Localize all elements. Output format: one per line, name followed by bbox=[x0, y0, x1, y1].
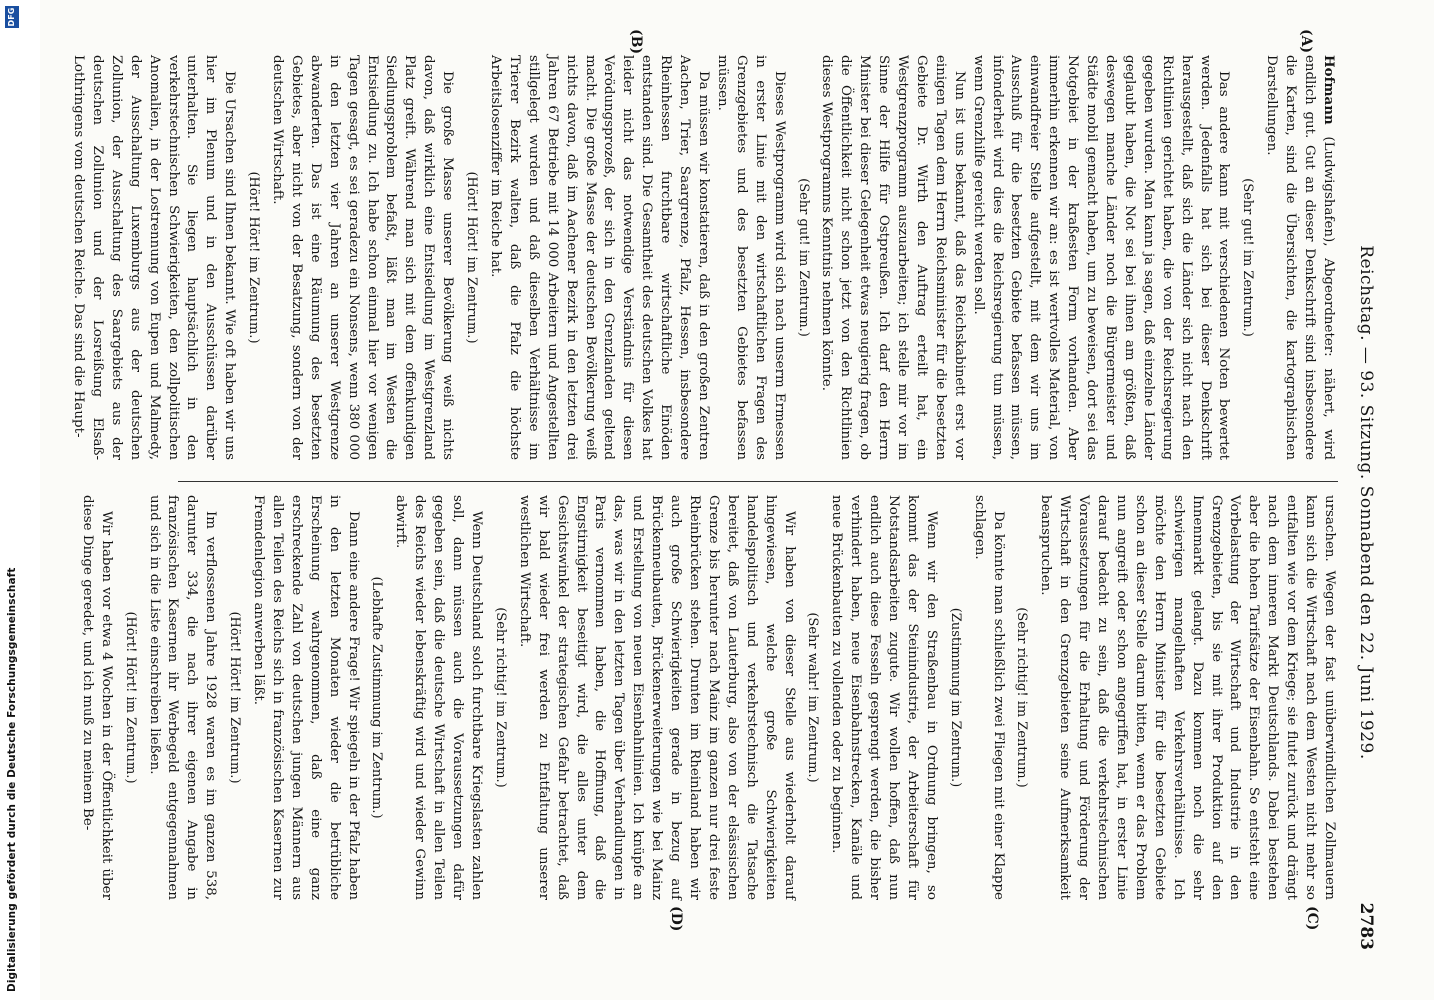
margin-letter-d: (D) bbox=[668, 906, 684, 932]
header-title: Reichstag. — 93. Sitzung. Sonnabend den 22. Juni 1929. bbox=[1356, 245, 1376, 760]
interjection: (Sehr richtig! im Zentrum.) bbox=[492, 607, 508, 788]
paragraph: ursachen. Wegen der fast unüberwindlichen Zollmauern kann sich die Wirtschaft nach dem Westen nicht mehr so entfalten wie vor dem Kriege; sie flutet zurück und drängt nach dem inneren Markt Deutschlands. Dabei bestehen aber die hohen Tarifsätze der Eisenbahn. So entsteht eine Vorbelastung der Wirtschaft und Industrie in den Grenzgebieten, bis sie mit ihrer Produktion auf den Innenmarkt gelangt. Dazu kommen noch die sehr schwierigen mangelhaften Verkehrsverhältnisse. Ich möchte den Herrn Minister für die besetzten Gebiete schon an dieser Stelle darum bitten, wenn er das Problem nun angreift oder schon angegriffen hat, in erster Linie darauf bedacht zu sein, daß die verkehrstechnischen Voraussetzungen für die Erhaltung und Förderung der Wirtschaft in den Grenzgebieten seine Aufmerksamkeit beanspruchen. bbox=[1038, 495, 1337, 900]
interjection: (Sehr wahr! im Zentrum.) bbox=[805, 612, 821, 783]
margin-letter-a: (A) bbox=[1298, 29, 1314, 54]
interjection: (Zustimmung im Zentrum.) bbox=[947, 607, 963, 788]
interjection: (Sehr gut! im Zentrum.) bbox=[1240, 178, 1256, 337]
right-column bbox=[79, 495, 1338, 900]
paragraph: Wenn Deutschland solch furchtbare Kriegslasten zahlen soll, dann müssen auch die Voraussetzungen dafür gegeben sein, daß die deutsche Wirtschaft in allen Teilen des Reichs wieder lebenskräftig wird und wieder Gewinn abwirft. bbox=[393, 495, 485, 900]
interjection: (Sehr richtig! im Zentrum.) bbox=[1014, 607, 1030, 788]
paragraph: Wir haben vor etwa 4 Wochen in der Öffentlichkeit über diese Dinge geredet, und ich muß zu meinem Be- bbox=[79, 495, 114, 900]
paragraph bbox=[1261, 55, 1338, 460]
paragraph: Das andere kann mit verschiedenen Noten bewertet werden. Jedenfalls hat sich bei dieser Denkschrift herausgestellt, daß sich die Länder sich nicht nach den Richtlinien gerichtet haben, die von der Reichsregierung gegeben wurden. Man kann ja sagen, daß einzelne Länder geglaubt haben, die Not sei bei ihnen am größten, daß deswegen manche Länder noch die Bürgermeister und Städte mobil gemacht haben, um zu beweisen, dort sei das Notgebiet in der kraßesten Form vorhanden. Aber immerhin erkennen wir an: es ist wertvolles Material, von einwandfreier Stelle aufgestellt, mit dem wir uns im Ausschuß für die besetzten Gebiete befassen müssen, infonderheit wird dies die Reichsregierung tun müssen, wenn Grenzhilfe gereicht werden soll. bbox=[970, 55, 1232, 460]
interjection: (Hört! Hört! im Zentrum.) bbox=[227, 611, 243, 784]
paragraph-text: nähert, wird endlich gut. Gut an dieser Denkschrift sind insbesondere die Karten, sind die Übersichten, die kartographischen Darstellungen. bbox=[1264, 55, 1336, 461]
speaker-info: (Ludwigshafen), Abgeordneter: bbox=[1321, 136, 1336, 357]
rotated-page-content bbox=[71, 29, 1384, 950]
paragraph: Nun ist uns bekannt, daß das Reichskabinett erst vor einigen Tagen dem Herrn Reichsminister für die besetzten Gebiete Dr. Wirth den Auftrag erteilt hat, ein Westgrenzprogramm auszuarbeiten; ich stelle mir vor im Sinne der Hilfe für Ostpreußen. Ich darf den Herrn Minister bei dieser Gelegenheit etwas neugierig fragen, ob die Öffentlichkeit nicht schon jetzt von den Richtlinien dieses Westprogramms Kenntnis nehmen könnte. bbox=[819, 55, 967, 460]
margin-letter-b: (B) bbox=[628, 29, 644, 55]
scanned-page bbox=[40, 0, 1434, 1000]
interjection: (Hört! Hört! im Zentrum.) bbox=[464, 171, 480, 344]
speaker-name: Hofmann bbox=[1321, 55, 1337, 125]
paragraph: Wenn wir den Straßenbau in Ordnung bringen, so kommt das der Steinindustrie, der Arbeiterschaft für Notstandsarbeiten zugute. Wir wollen hoffen, daß nun endlich auch diese Fesseln gesprengt werden, die bisher verhindert haben, neue Eisenbahnstrecken, Kanäle und neue Brückenbauten zu vollenden oder zu beginnen. bbox=[829, 495, 939, 900]
paragraph: Die große Masse unserer Bevölkerung weiß nichts davon, daß wirklich eine Entsiedlung im Westgrenzland Platz greift. Während man sich mit dem offenkundigen Siedlungsproblem befaßt, läßt man im Westen die Entsiedlung zu. Ich habe schon einmal hier vor wenigen Tagen gesagt, es sei geradezu ein Nonsens, wenn 380 000 in den letzten vier Jahren an unserer Westgrenze abwanderten. Das ist eine Räumung des besetzten Gebietes, aber nicht von der Besatzung, sondern von der deutschen Wirtschaft. bbox=[270, 55, 456, 460]
page-header bbox=[1344, 55, 1384, 950]
interjection: (Sehr gut! im Zentrum.) bbox=[795, 178, 811, 337]
interjection: (Lebhafte Zustimmung im Zentrum.) bbox=[369, 576, 385, 819]
digitization-credit bbox=[0, 0, 24, 1000]
dfg-logo-icon: DFG bbox=[5, 6, 19, 28]
paragraph: Die Ursachen sind Ihnen bekannt. Wie oft haben wir uns hier im Plenum und in den Ausschüssen darüber unterhalten. Sie liegen hauptsächlich in den verkehrstechnischen Schwierigkeiten, den zollpolitischen Anomalien, in der Lostrennung von Eupen und Malmedy, der Ausschaltung Luxemburgs aus der deutschen Zollunion, der Ausschaltung des Saargebiets aus der deutschen Zollunion und der Losreißung Elsaß-Lothringens vom deutschen Reiche. Das sind die Haupt- bbox=[71, 55, 238, 460]
paragraph: Da könnte man schließlich zwei Fliegen mit einer Klappe schlagen. bbox=[971, 495, 1006, 900]
credit-text: Digitalisierung gefördert durch die Deutsche Forschungsgemeinschaft bbox=[6, 567, 18, 992]
left-column bbox=[71, 55, 1338, 461]
paragraph: Da müssen wir konstatieren, daß in den großen Zentren Aachen, Trier, Saargrenze, Pfalz, Hessen, insbesondere Rheinhessen furchtbare wirtschaftliche Einöden entstanden sind. Die Gesamtheit des deutschen Volkes hat leider nicht das notwendige Verständnis für diesen Verödungsprozeß, der sich in den Grenzlanden geltend macht. Die große Masse der deutschen Bevölkerung weiß nichts davon, daß im Aachener Bezirk in den letzten drei Jahren 67 Betriebe mit 14 000 Arbeitern und Angestellten stillgelegt wurden und daß dieselben Verhältnisse im Trierer Bezirk walten, daß die Pfalz die höchste Arbeitslosenziffer im Reiche hat. bbox=[488, 55, 711, 460]
interjection: (Hört! Hört! im Zentrum.) bbox=[122, 611, 138, 784]
margin-letter-c: (C) bbox=[1304, 906, 1320, 931]
paragraph: Wir haben von dieser Stelle aus wiederholt darauf hingewiesen, welche große Schwierigkeiten handelspolitisch und verkehrstechnisch die Tatsache bereitet, daß von Lauterburg, also von der elsässischen Grenze bis herunter nach Mainz im ganzen nur drei feste Rheinbrücken stehen. Drunten im Rheinland haben wir auch große Schwierigkeiten gerade in bezug auf Brückenneubauten, Brückenerweiterungen wie bei Mainz und Erstellung von neuen Eisenbahnlinien. Ich knüpfe an das, was wir in den letzten Tagen über Verhandlungen in Paris vernommen haben, die Hoffnung, daß die Engstirnigkeit beseitigt wird, die alles unter dem Gesichtswinkel der strategischen Gefahr betrachtet, daß wir bald wieder frei werden zu Entfaltung unserer westlichen Wirtschaft. bbox=[516, 495, 797, 900]
page-number: 2783 bbox=[1356, 902, 1376, 950]
column-divider bbox=[178, 481, 1338, 482]
paragraph: Dann eine andere Frage! Wir spiegeln in der Pfalz haben in den letzten Monaten wieder die betrübliche Erscheinung wahrgenommen, daß eine ganz erschreckende Zahl von deutschen jungen Männern aus allen Teilen des Reichs sich in französischen Kasernen zur Fremdenlegion anwerben läßt. bbox=[251, 495, 361, 900]
paragraph: Dieses Westprogramm wird sich nach unserm Ermessen in erster Linie mit den wirtschaftlichen Fragen des Grenzgebietes und des besetzten Gebietes befassen müssen. bbox=[714, 55, 787, 460]
paragraph: Im verflossenen Jahre 1928 waren es im ganzen 538, darunter 334, die nach ihrer eigenen Angabe in französischen Kasernen ihr Werbegeld entgegennahmen und sich in die Liste einschreiben ließen. bbox=[146, 495, 219, 900]
text-columns bbox=[71, 29, 1344, 950]
interjection: (Hört! Hört! im Zentrum.) bbox=[246, 171, 262, 344]
